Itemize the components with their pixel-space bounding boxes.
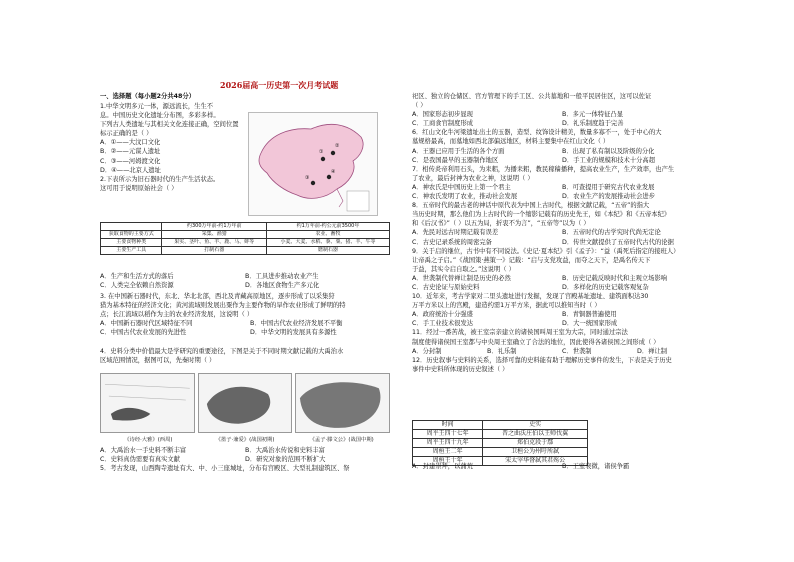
map-label: ② <box>335 143 340 149</box>
exam-title: 2026届高一历史第一次月考试题 <box>220 80 339 90</box>
map-figure-2 <box>198 373 293 433</box>
map-figure-1 <box>100 373 195 433</box>
map-label: ④ <box>331 169 336 175</box>
map-label: ① <box>319 149 324 155</box>
section-heading: 一、选择题（每小题2分共48分） <box>100 93 196 100</box>
q4-captions: 《诗经·大雅》(西周) 《墨子·兼爱》(战国初期) 《孟子·滕文公》(战国中期) <box>124 437 374 443</box>
question-4: 4．史料分类中价值最大是学研究的重要途径，下图是关于不同时期文献记载的大禹治水 区域范围情况，据图可以，先秦时期（ ） <box>100 348 344 365</box>
right-column: 祀区、独立的仓储区、官方管理下的手工区、公共墓地和一般平民居住区，这可以佐证 （ ） A．国家形态初步显现 B．多元一体特征凸显 C．工商食官制度形成 D．礼乐制度趋于完善 6．红山文化牛河梁遗址出土的玉器，造型、纹饰设计精美，数量多寡不一，处于中心的大 墓规格最高，而墓地如西北部偏远地区，材料主要集中在红山文化（ ） A．王器已应用于生活的各个方面 B．出现了私有制以及阶级的分化 C．是我国最早的玉器制作地区 D．手工业的规模和技术十分高超 7．相传炎帝利用石头，为耒耜，为播耒耜，教民稼穑播种，提高农业生产，生产效率，也产生 了农业，最后封神为农业之神，这说明（ ） A．神农氏是中国历史上第一个君主 B．可查提用于研究古代农业发展 C．神农氏发明了农业，推动社会发展 D．农业生产的发展推动社会进步 8．五帝时代的最古老的神话中原代表为中国上古时代，根据文献记载，“五帝”的指大 当历史时期，那么他们为上古时代的一个缩影记载有的历史先王，如《本纪》和《五帝本纪》 和《后汉书》”（ ）以五为局，折衷不为言”，“五帝等”以为（ ） A．先民对远古时期记载有误差 B．五帝时代的古学究时代尚无定论 C．古史记录系统的周密完备 D．传世文献提供了五帝时代古代的论据 9．关于启的继位，古书中有不同说法。《史记·夏本纪》引《孟子》：“益（禹死后指定的接班人） 让帝禹之子启。”《战国策·燕策一》记载：“启与支党攻益，而夺之天下，是禹名传天下 于益，其实令启自取之。”这说明（ ） A．世袭制代替禅让制是历史的必然 B．历史记载反映时代和主观立场影响 C．古史论证与原始史料 D．多样化的历史记载客观复杂 10．近年来，考古学家对二里头遗址进行发掘，发现了宫殿基址遗址、建筑面积达30 万平方米以上的宫殿，建造约需1万平方米，据此可以推知当时（ ） A．政府统治十分强盛 B．青铜器普遍使用 C．手工业技术很发达 D．大一统国家形成 11．经过一番苦战，被王室宗亲建立的诸侯国叫周王室为大宗，同时通过宗法 制度使得诸侯国王室都与中央周王室确立了合法的地位，因此使得各诸侯国之间形成（ ） A．分封制 B．礼乐制 C．世袭制 D．禅让制 12．历史叙事与史料的关系，选择可靠的史料能有助于理解历史事件的发生，下表是关于历史 事件中史料所体现的历史叙述（ ） <box>412 92 712 374</box>
question-8: 8．五帝时代的最古老的神话中原代表为中国上古时代，根据文献记载，“五帝”的指大 当历史时期，那么他们为上古时代的一个缩影记载有的历史先王，如《本纪》和《五帝本纪》 和《后汉书》”（ ）以五为局，折衷不为言”，“五帝等”以为（ ） A．先民对远古时期记载有误差 B．五帝时代的古学究时代尚无定论 C．古史记录系统的周密完备 D．传世文献提供了五帝时代古代的论据 <box>412 202 674 246</box>
question-11: 11．经过一番苦战，被王室宗亲建立的诸侯国叫周王室为大宗，同时通过宗法 制度使得诸侯国王室都与中央周王室确立了合法的地位，因此使得各诸侯国之间形成（ ） A．分封制 B．礼乐制 C．世袭制 D．禅让制 <box>412 329 668 355</box>
flood-map-icon <box>199 374 292 432</box>
question-6: 6．红山文化牛河梁遗址出土的玉器，造型、纹饰设计精美，数量多寡不一，处于中心的大 墓规格最高，而墓地如西北部偏远地区，材料主要集中在红山文化（ ） A．王器已应用于生活的各个方面 B．出现了私有制以及阶级的分化 C．是我国最早的玉器制作地区 D．手工业的规模和技术十分高超 <box>412 129 662 164</box>
q2-options: A．生产和生活方式的落后 B．工具进步推动农业产生 C．人类完全依赖自然资源 D．各地区食物生产多元化 <box>100 273 320 290</box>
question-12: 12．历史叙事与史料的关系，选择可靠的史料能有助于理解历史事件的发生，下表是关于历史 事件中史料所体现的历史叙述（ ） <box>412 356 672 373</box>
q4-maps <box>100 373 390 433</box>
question-1: 1.中华文明多元一体，源远流长，生生不 息。中国历史文化遗址分布图，多彩多样。 下列古人类遗址与其相关文化连接正确，空间位置 标示正确的是（ ） A．①——大汶口文化 B．②——元谋人遗址 C．③——河姆渡文化 D．④——北京人遗址 <box>100 103 239 174</box>
map-label: ③ <box>305 175 310 181</box>
question-5: 5．考古发现，山西陶寺遗址有大、中、小三座城址，分布有宫殿区、大型礼制建筑区、祭 <box>100 465 350 473</box>
q12-options: A．封建崇拜，以蒲荒 B．王室衰微，诸侯争霸 <box>412 463 630 470</box>
question-3: 3. 在中国新石器时代，东北、华北北部，西北及青藏高原地区，逐步形成了以采集狩 猎为基本特征的经济文化；黄河流域则发展出粟作为主要作物的旱作农业形成了鲜明的特 点；长江流域以稻作为主的农业经济发展，这说明（ ） A．中国新石器时代区域特征不同 B．中国古代农业经济发展不平衡 C．中国古代农业发展的先进性 D．中华文明的发展具有多源性 <box>100 293 346 337</box>
map-figure-3 <box>295 373 390 433</box>
q2-table: 约300万年前-约1万年前 约1万年前-约公元前3500年 获取食物的主要方式 采集、渔猎 农业、畜牧 主要食物种类 果实、茎叶、鱼、羊、鹿、马、蚌等 小麦、大麦、水稻、黍、粟、猪、羊、牛等 主要生产工具 打制石器 磨制石器 <box>100 222 390 255</box>
china-map-icon <box>249 113 377 215</box>
q12-table: 时间 史实 周平王四十七年 晋之曲沃庄伯以王师伐翼 周平王四十九年 郑伯克段于鄢 周桓王二年 卫桓公为州吁所弑 周桓王十年 宋太宰华督弑其君殇公 <box>412 420 588 466</box>
question-2: 2.下表所示为旧石器时代的生产生活状态。 这可用于说明原始社会（ ） <box>100 176 220 193</box>
question-9: 9．关于启的继位，古书中有不同说法。《史记·夏本纪》引《孟子》：“益（禹死后指定的接班人） 让帝禹之子启。”《战国策·燕策一》记载：“启与支党攻益，而夺之天下，是禹名传天下 于益，其实令启自取之。”这说明（ ） A．世袭制代替禅让制是历史的必然 B．历史记载反映时代和主观立场影响 C．古史论证与原始史料 D．多样化的历史记载客观复杂 <box>412 247 680 291</box>
question-10: 10．近年来，考古学家对二里头遗址进行发掘，发现了宫殿基址遗址、建筑面积达30 万平方米以上的宫殿，建造约需1万平方米，据此可以推知当时（ ） A．政府统治十分强盛 B．青铜器普遍使用 C．手工业技术很发达 D．大一统国家形成 <box>412 293 649 328</box>
q4-options: A．大禹治水一手史料不断丰富 B．大禹治水传说和史料丰富 C．史料真伪需要有真实文献 D．研究对象的范围不断扩大 5．考古发现，山西陶寺遗址有大、中、小三座城址，分布有宫殿区、大型礼制建筑区、祭 <box>100 446 390 473</box>
question-7: 7．相传炎帝利用石头，为耒耜，为播耒耜，教民稼穑播种，提高农业生产，生产效率，也产生 了农业，最后封神为农业之神，这说明（ ） A．神农氏是中国历史上第一个君主 B．可查提用于研究古代农业发展 C．神农氏发明了农业，推动社会发展 D．农业生产的发展推动社会进步 <box>412 165 675 201</box>
flood-map-icon <box>101 374 194 432</box>
flood-map-icon <box>296 374 389 432</box>
china-map-figure <box>248 112 378 216</box>
